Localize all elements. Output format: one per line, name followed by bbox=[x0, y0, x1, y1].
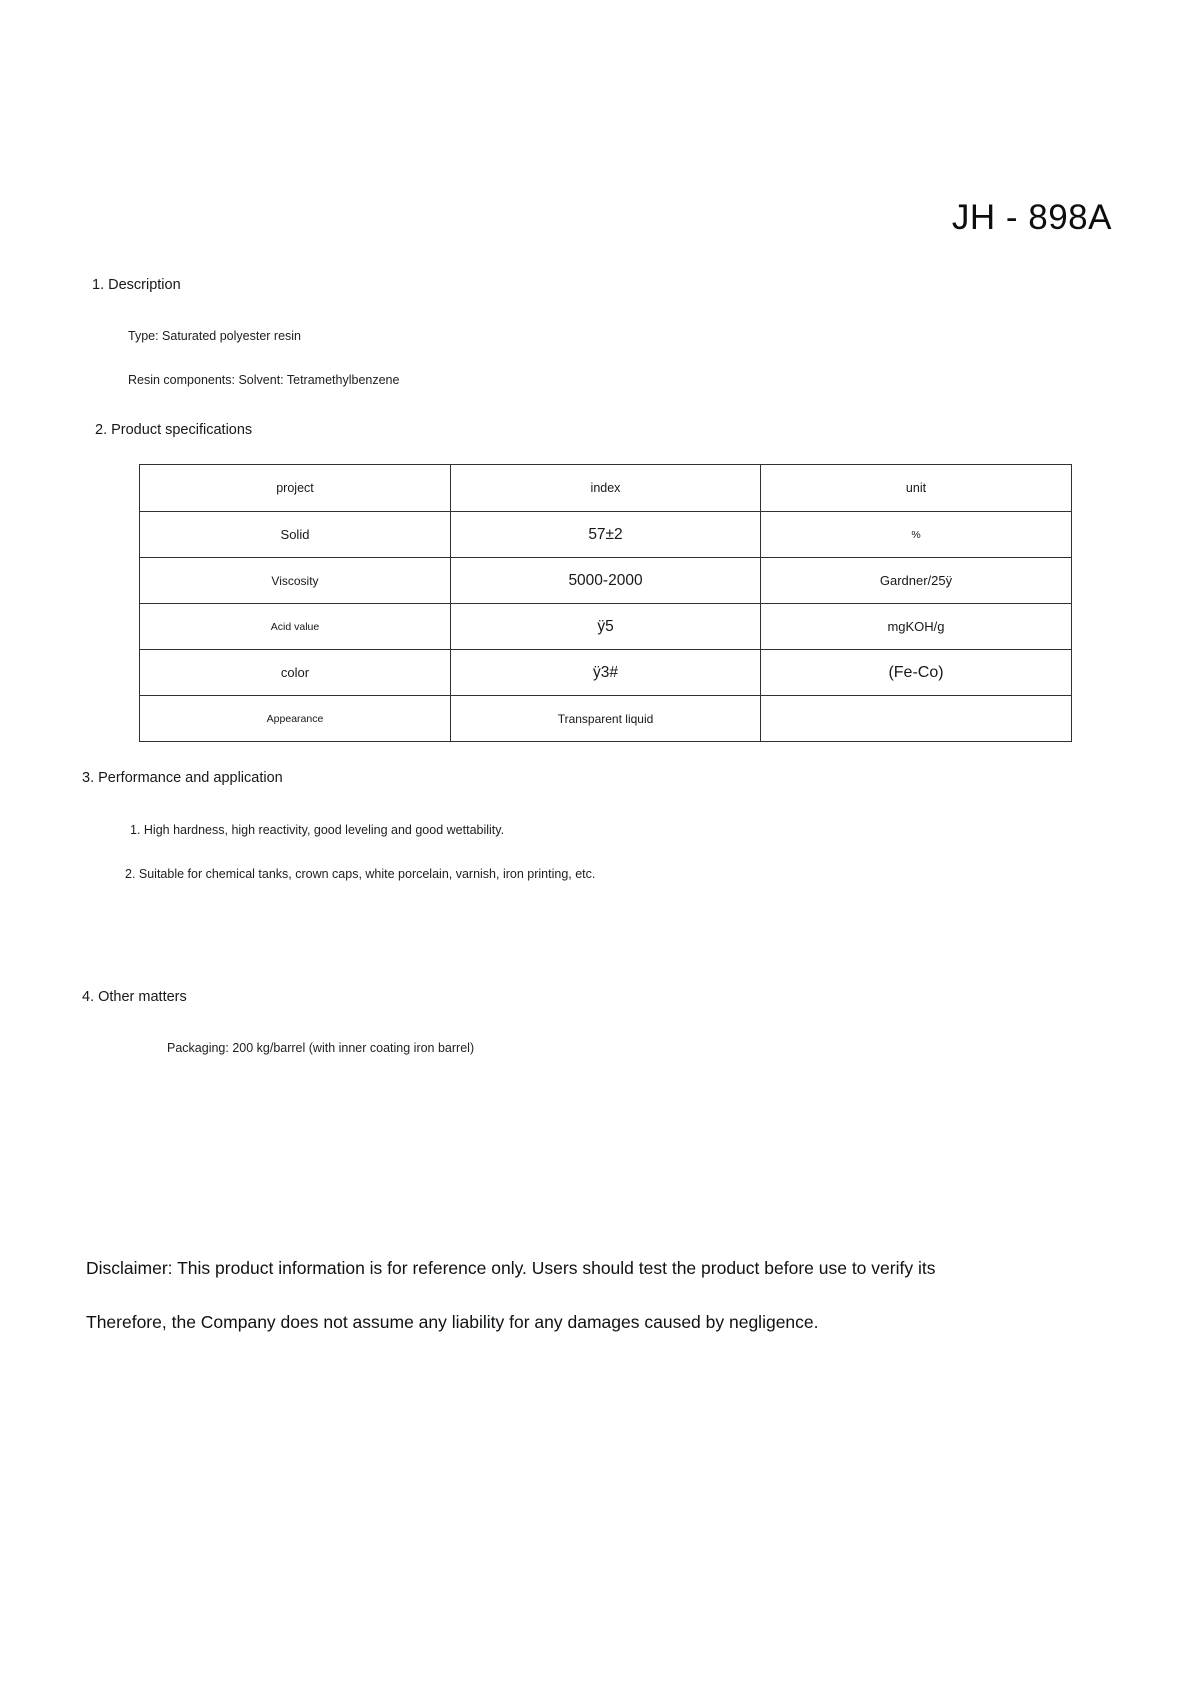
table-row bbox=[140, 696, 1072, 742]
table-row bbox=[140, 558, 1072, 604]
table-header-row bbox=[140, 465, 1072, 512]
table-cell-project: Appearance bbox=[140, 696, 451, 742]
table-row bbox=[140, 512, 1072, 558]
specifications-table bbox=[139, 464, 1072, 742]
table-cell-unit: Gardner/25ÿ bbox=[761, 558, 1072, 604]
table-cell-unit: mgKOH/g bbox=[761, 604, 1072, 650]
table-cell-project: color bbox=[140, 650, 451, 696]
section-heading-performance: 3. Performance and application bbox=[82, 770, 283, 786]
disclaimer-line-2: Therefore, the Company does not assume any liability for any damages caused by negligence. bbox=[86, 1312, 819, 1332]
section-heading-other-matters: 4. Other matters bbox=[82, 989, 187, 1005]
table-cell-project: Solid bbox=[140, 512, 451, 558]
table-header-unit: unit bbox=[761, 465, 1072, 512]
performance-list-item: 1. High hardness, high reactivity, good leveling and good wettability. bbox=[130, 823, 505, 837]
specifications-table-wrapper bbox=[139, 464, 1032, 742]
table-cell-index: 57±2 bbox=[451, 512, 761, 558]
packaging-line: Packaging: 200 kg/barrel (with inner coating iron barrel) bbox=[167, 1041, 475, 1055]
table-cell-unit bbox=[761, 696, 1072, 742]
table-cell-project: Acid value bbox=[140, 604, 451, 650]
table-cell-index: 5000-2000 bbox=[451, 558, 761, 604]
section-heading-specifications: 2. Product specifications bbox=[95, 422, 253, 438]
table-row bbox=[140, 650, 1072, 696]
page-title: JH - 898A bbox=[951, 198, 1112, 237]
disclaimer-line-1: Disclaimer: This product information is for reference only. Users should test the product before use to verify its bbox=[86, 1258, 936, 1278]
table-cell-project: Viscosity bbox=[140, 558, 451, 604]
table-cell-unit: (Fe-Co) bbox=[761, 650, 1072, 696]
performance-list-item: 2. Suitable for chemical tanks, crown caps, white porcelain, varnish, iron printing, etc. bbox=[125, 867, 596, 881]
section-heading-description: 1. Description bbox=[92, 277, 181, 293]
table-cell-unit: % bbox=[761, 512, 1072, 558]
table-header-index: index bbox=[451, 465, 761, 512]
description-type-line: Type: Saturated polyester resin bbox=[128, 329, 302, 343]
table-row bbox=[140, 604, 1072, 650]
table-cell-index: ÿ3# bbox=[451, 650, 761, 696]
table-cell-index: ÿ5 bbox=[451, 604, 761, 650]
description-components-line: Resin components: Solvent: Tetramethylbenzene bbox=[128, 373, 400, 387]
table-cell-index: Transparent liquid bbox=[451, 696, 761, 742]
table-header-project: project bbox=[140, 465, 451, 512]
